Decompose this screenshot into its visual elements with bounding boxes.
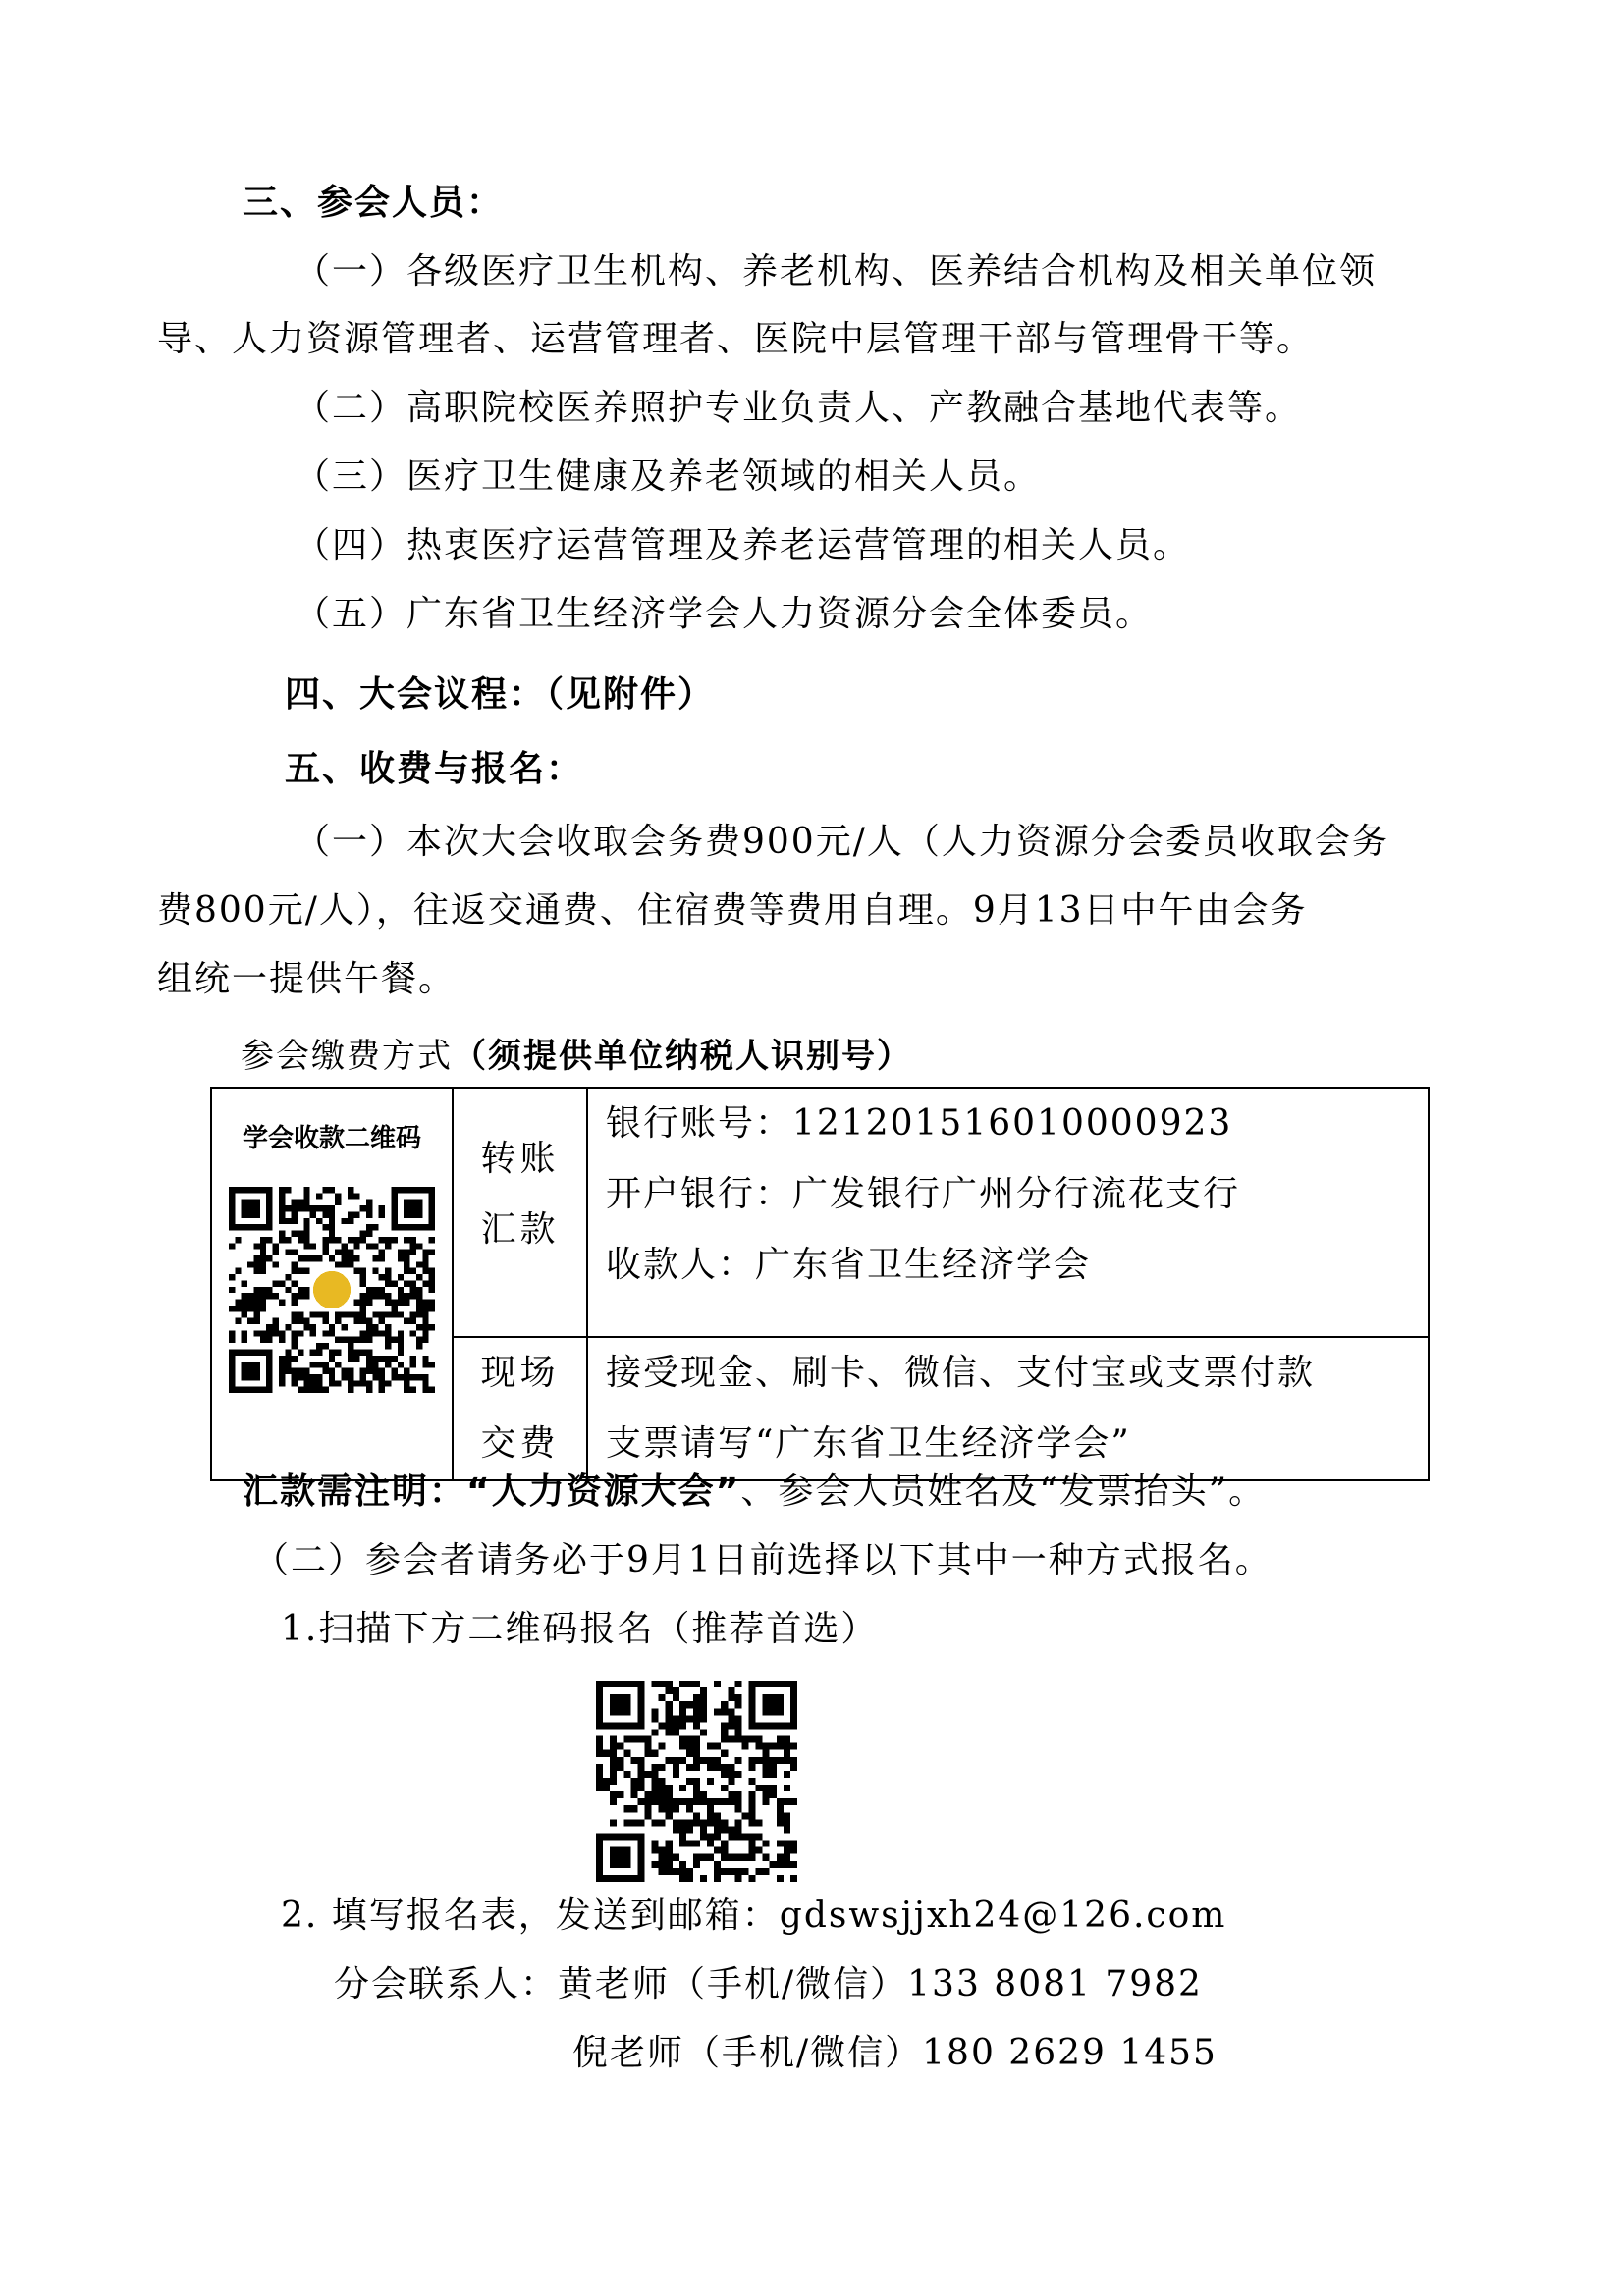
section5-heading: 五、收费与报名： [285,749,584,789]
section3-item3: （三）医疗卫生健康及养老领域的相关人员。 [295,456,1042,497]
coin-logo-icon [313,1271,351,1308]
fee-line2: 费800元/人），往返交通费、住宿费等费用自理。9月13日中午由会务 [157,890,1308,931]
qr-code-icon [229,1187,435,1393]
remit-note-rest: 、参会人员姓名及“发票抬头”。 [740,1471,1267,1512]
payment-qr-cell [211,1088,453,1480]
fee-line3: 组统一提供午餐。 [157,959,457,999]
section3-heading: 三、参会人员： [243,183,505,223]
payment-table [210,1087,1430,1481]
transfer-label [453,1088,587,1337]
payee: 收款人：广东省卫生经济学会 [606,1245,1092,1285]
contact-huang: 分会联系人：黄老师（手机/微信）133 8081 7982 [334,1964,1203,2004]
onsite-details [587,1337,1429,1480]
transfer-details [587,1088,1429,1337]
section3-item1-line2: 导、人力资源管理者、运营管理者、医院中层管理干部与管理骨干等。 [157,319,1315,359]
transfer-label-1: 转账 [480,1139,560,1179]
registration-option2: 2. 填写报名表，发送到邮箱：gdswsjjxh24@126.com [281,1896,1227,1936]
transfer-label-2: 汇款 [480,1209,560,1250]
registration-option1: 1.扫描下方二维码报名（推荐首选） [281,1609,879,1649]
bank-name: 开户银行：广发银行广州分行流花支行 [606,1174,1241,1214]
onsite-label-2: 交费 [480,1423,560,1464]
bank-account: 银行账号：121201516010000923 [606,1103,1233,1144]
payment-intro-note: （须提供单位纳税人识别号） [453,1037,912,1076]
section3-item2: （二）高职院校医养照护专业负责人、产教融合基地代表等。 [295,388,1303,428]
section3-item4: （四）热衷医疗运营管理及养老运营管理的相关人员。 [295,525,1191,565]
qr-code-icon [596,1681,797,1882]
payment-qr-title: 学会收款二维码 [242,1124,421,1153]
contact-ni: 倪老师（手机/微信）180 2629 1455 [572,2033,1218,2073]
onsite-label-1: 现场 [480,1353,560,1393]
onsite-line2: 支票请写“广东省卫生经济学会” [606,1423,1131,1464]
remit-note [243,1468,1266,1516]
onsite-label [453,1337,587,1480]
registration-intro: （二）参会者请务必于9月1日前选择以下其中一种方式报名。 [253,1540,1272,1580]
remit-note-bold: 汇款需注明：“人力资源大会” [243,1471,741,1512]
fee-line1: （一）本次大会收取会务费900元/人（人力资源分会委员收取会务 [295,822,1389,862]
payment-intro-text: 参会缴费方式 [241,1037,453,1076]
section3-item5: （五）广东省卫生经济学会人力资源分会全体委员。 [295,594,1154,634]
onsite-line1: 接受现金、刷卡、微信、支付宝或支票付款 [606,1353,1316,1393]
section3-item1-line1: （一）各级医疗卫生机构、养老机构、医养结合机构及相关单位领 [295,251,1378,292]
section4-heading: 四、大会议程：（见附件） [285,674,716,715]
payment-intro [241,1033,912,1080]
